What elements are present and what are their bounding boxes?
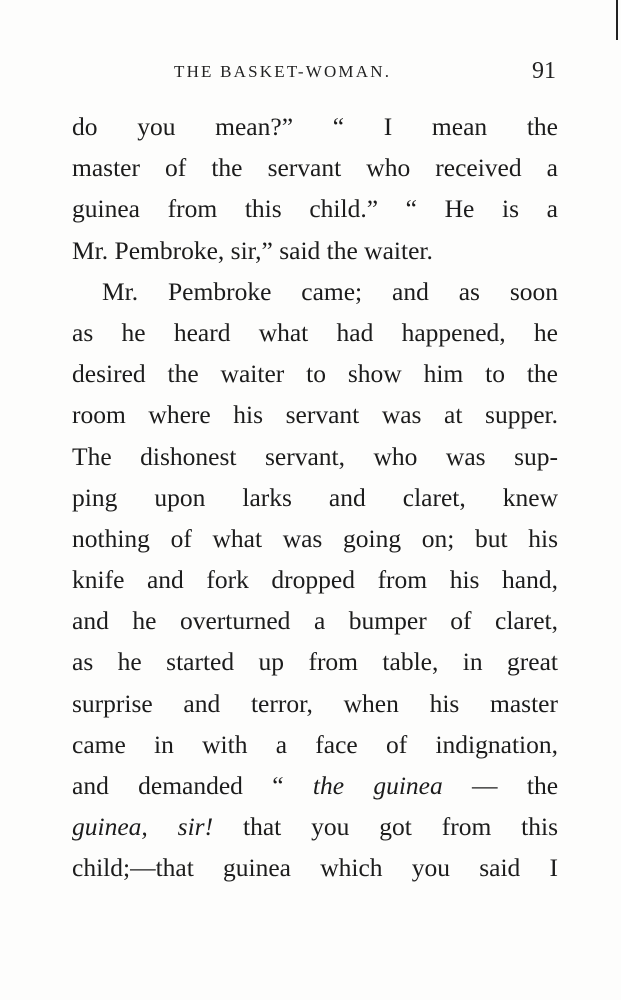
body-text (72, 106, 558, 889)
page-edge-mark (616, 0, 618, 40)
text-line-with-italic (72, 806, 558, 847)
text-segment: — the (472, 771, 559, 800)
italic-phrase: guinea, sir! (72, 812, 214, 842)
text-line-with-italic (72, 765, 558, 806)
text-segment: and demanded “ (72, 771, 284, 800)
text-line: room where his servant was at supper. (72, 400, 558, 430)
text-line: and he overturned a bumper of claret, (72, 606, 558, 636)
text-line: came in with a face of indignation, (72, 729, 558, 759)
page-number: 91 (532, 58, 556, 84)
text-line: Mr. Pembroke, sir,” said the waiter. (72, 235, 433, 265)
text-line: master of the servant who received a (72, 153, 558, 183)
paragraph-first-line: Mr. Pembroke came; and as soon (102, 276, 558, 306)
running-title: THE BASKET-WOMAN. (174, 62, 392, 81)
text-line: child;—that guinea which you said I (72, 853, 558, 883)
text-line: as he started up from table, in great (72, 647, 558, 677)
text-line: The dishonest servant, who was sup- (72, 441, 558, 471)
running-head (72, 60, 556, 90)
italic-phrase: the guinea (312, 771, 443, 800)
text-line: surprise and terror, when his master (72, 688, 558, 718)
text-segment: that you got from this (213, 812, 559, 842)
text-line: as he heard what had happened, he (72, 317, 558, 347)
text-line: ping upon larks and claret, knew (72, 482, 558, 512)
text-line: do you mean?” “ I mean the (72, 112, 558, 141)
text-line: guinea from this child.” “ He is a (72, 194, 558, 224)
text-line: desired the waiter to show him to the (72, 359, 558, 389)
text-line: nothing of what was going on; but his (72, 523, 558, 553)
text-line: knife and fork dropped from his hand, (72, 565, 558, 595)
